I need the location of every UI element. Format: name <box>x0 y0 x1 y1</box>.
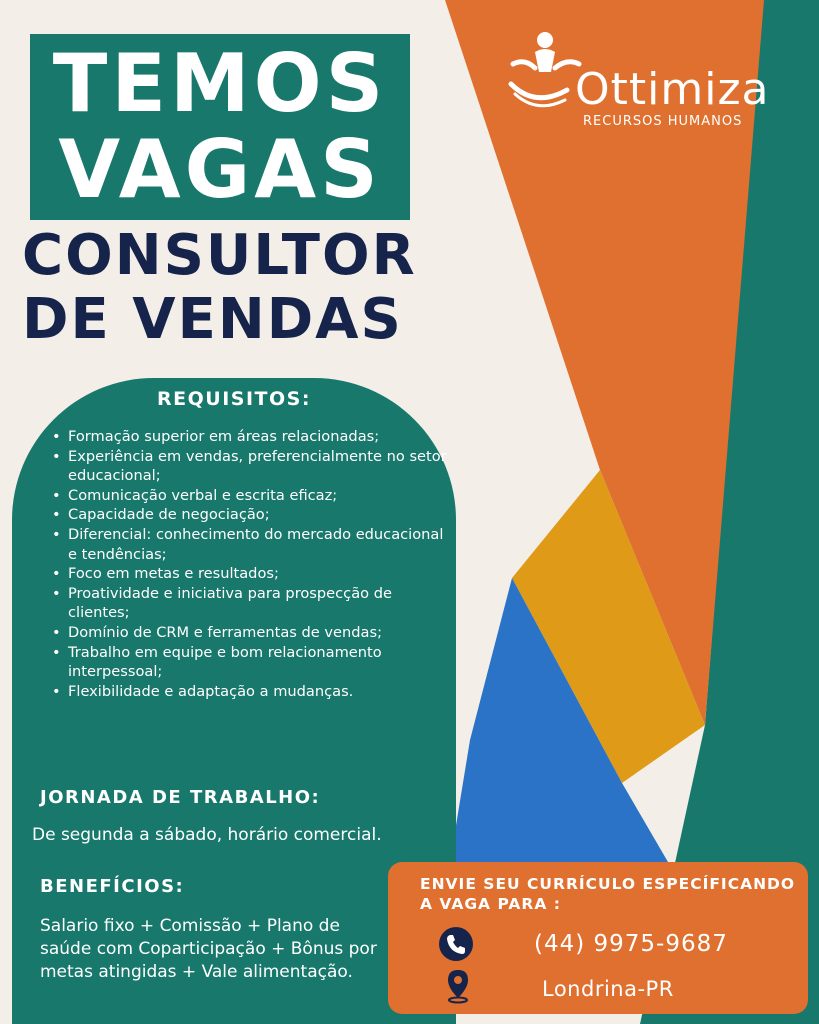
requirement-item: • Experiência em vendas, preferencialmente no setor educacional; <box>50 447 450 486</box>
brand-name: Ottimiza <box>575 64 770 115</box>
requirement-item: • Comunicação verbal e escrita eficaz; <box>50 486 450 506</box>
requirement-item: • Formação superior em áreas relacionadas; <box>50 427 450 447</box>
headline-line-1: TEMOS <box>52 37 388 130</box>
requirement-item: • Proatividade e iniciativa para prospecção de clientes; <box>50 584 450 623</box>
role-title-line-2: DE VENDAS <box>22 287 403 352</box>
requirement-item: • Foco em metas e resultados; <box>50 564 450 584</box>
requirement-item: • Trabalho em equipe e bom relacionamento interpessoal; <box>50 643 450 682</box>
requirements-list <box>50 427 450 701</box>
contact-city: Londrina-PR <box>542 977 674 1001</box>
benefits-text: Salario fixo + Comissão + Plano de saúde com Coparticipação + Bônus por metas atingidas + Vale alimentação. <box>40 916 377 982</box>
requirement-item: • Diferencial: conhecimento do mercado educacional e tendências; <box>50 525 450 564</box>
requirement-item: • Flexibilidade e adaptação a mudanças. <box>50 682 450 702</box>
contact-box <box>388 862 808 1014</box>
requirement-item: • Domínio de CRM e ferramentas de vendas; <box>50 623 450 643</box>
requirement-item: • Capacidade de negociação; <box>50 505 450 525</box>
phone-icon <box>438 926 474 962</box>
location-pin-icon <box>440 968 476 1004</box>
brand-logo <box>505 28 775 138</box>
benefits-title: BENEFÍCIOS: <box>40 876 185 897</box>
schedule-title: JORNADA DE TRABALHO: <box>40 787 321 808</box>
role-title-line-1: CONSULTOR <box>22 223 417 288</box>
headline-box <box>30 34 410 220</box>
contact-phone[interactable]: (44) 9975-9687 <box>534 931 728 957</box>
person-swoosh-logo-icon <box>505 28 585 118</box>
headline-line-2: VAGAS <box>58 123 382 216</box>
requirements-title: REQUISITOS: <box>157 388 311 410</box>
brand-tagline: RECURSOS HUMANOS <box>583 114 743 129</box>
schedule-text: De segunda a sábado, horário comercial. <box>32 825 382 845</box>
contact-title: ENVIE SEU CURRÍCULO ESPECÍFICANDO A VAGA PARA : <box>420 875 796 913</box>
